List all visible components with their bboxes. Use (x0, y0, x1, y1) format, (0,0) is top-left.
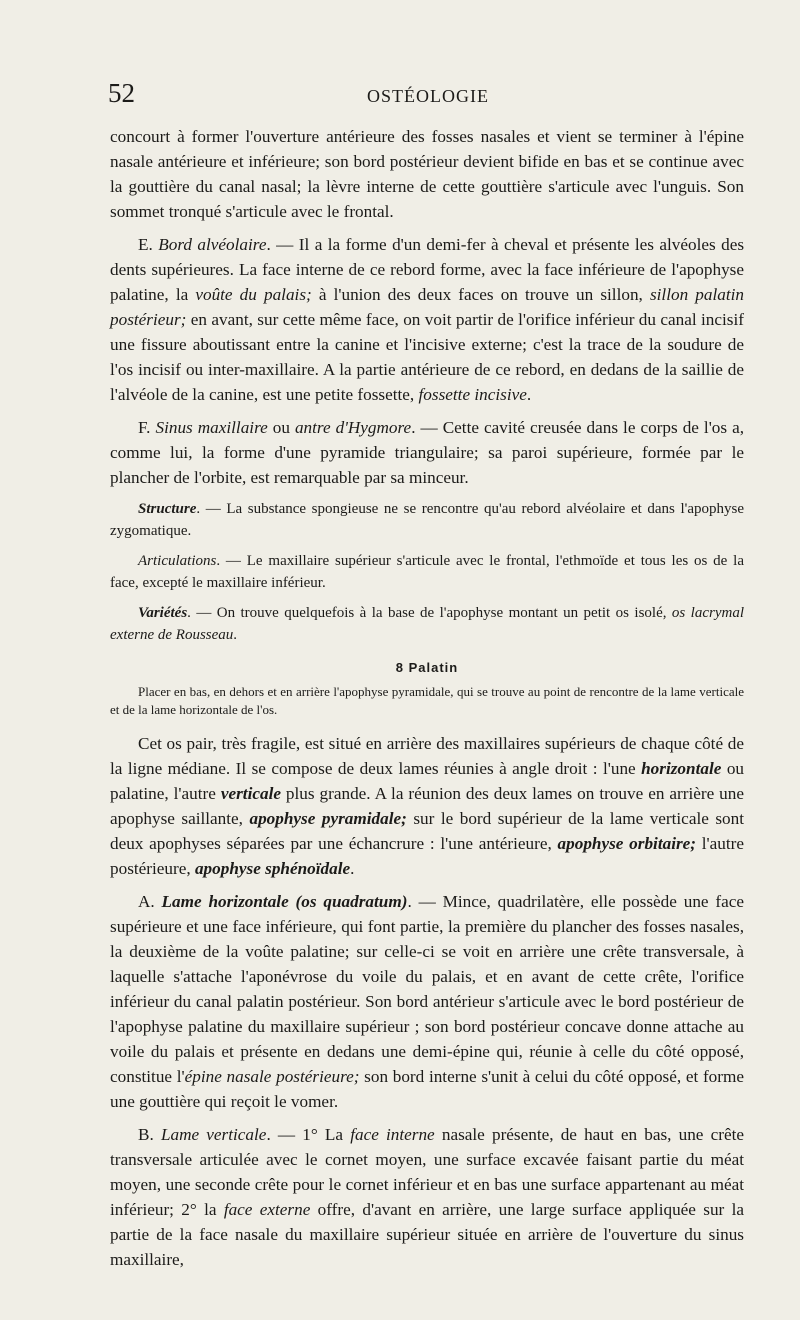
paragraph-articulations: Articulations. — Le maxillaire supérieur s'articule avec le frontal, l'ethmoïde et tous les os de la face, excepté le maxillaire inférieur. (110, 553, 744, 591)
term-bord-alveolaire: Bord alvéolaire (158, 235, 267, 254)
term-articulations: Articulations (138, 553, 217, 569)
paragraph-sinus-maxillaire: F. Sinus maxillaire ou antre d'Hygmore. — Cette cavité creusée dans le corps de l'os a, comme lui, la forme d'une pyramide triangulaire; sa paroi supérieure, formée par le plancher de l'orbite, est remarquable par sa minceur. (110, 418, 745, 487)
term-structure: Structure (138, 501, 197, 517)
page-number: 52 (108, 78, 135, 108)
page-header (108, 78, 748, 110)
paragraph-varietes: Variétés. — On trouve quelquefois à la base de l'apophyse montant un petit os isolé, os lacrymal externe de Rousseau. (110, 605, 744, 643)
paragraph-lame-horizontale: A. Lame horizontale (os quadratum). — Mince, quadrilatère, elle possède une face supérieure et une face inférieure, qui font partie, la première du plancher des fosses nasales, la deuxième de la voûte palatine; sur celle-ci se voit en arrière une crête transversale, à laquelle s'attache l'aponévrose du voile du palais, et en avant de cette crête, l'orifice inférieur du canal palatin postérieur. Son bord antérieur s'articule avec le bord postérieur de l'apophyse palatine du maxillaire supérieur ; son bord postérieur concave donne attache au voile du palais et présente en dedans une demi-épine qui, réunie à celle du côté opposé, constitue l'épine nasale postérieure; son bord interne s'unit à celui du côté opposé, et forme une gouttière qui reçoit le vomer. (110, 892, 744, 1111)
section-title-palatin: 8 Palatin (395, 660, 459, 675)
paragraph-continuation: concourt à former l'ouverture antérieure des fosses nasales et vient se terminer à l'épine nasale antérieure et inférieure; son bord postérieur devient bifide en bas et se continue avec la gouttière du canal nasal; la lèvre interne de cette gouttière s'articule avec l'unguis. Son sommet tronqué s'articule avec le frontal. (110, 127, 744, 221)
paragraph-bord-alveolaire: E. Bord alvéolaire. — Il a la forme d'un demi-fer à cheval et présente les alvéoles des dents supérieures. La face interne de ce rebord forme, avec la face inférieure de l'apophyse palatine, la voûte du palais; à l'union des deux faces on trouve un sillon, sillon palatin postérieur; en avant, sur cette même face, on voit partir de l'orifice inférieur du canal incisif une fissure aboutissant entre la canine et l'incisive externe; c'est la trace de la soudure de l'os incisif ou inter-maxillaire. A la partie antérieure de ce rebord, en dedans de la saillie de l'alvéole de la canine, est une petite fossette, fossette incisive. (110, 235, 745, 404)
page-body (110, 124, 744, 1272)
term-lame-horizontale: Lame horizontale (os quadratum) (161, 892, 408, 911)
term-varietes: Variétés (138, 605, 188, 621)
paragraph-palatin-intro: Cet os pair, très fragile, est situé en arrière des maxillaires supérieurs de chaque côté de la ligne médiane. Il se compose de deux lames réunies à angle droit : l'une horizontale ou palatine, l'autre verticale plus grande. A la réunion des deux lames on trouve en arrière une apophyse saillante, apophyse pyramidale; sur le bord supérieur de la lame verticale sont deux apophyses séparées par une échancrure : l'une antérieure, apophyse orbitaire; l'autre postérieure, apophyse sphénoïdale. (110, 734, 744, 878)
running-title: OSTÉOLOGIE (367, 86, 489, 106)
term-sinus-maxillaire: Sinus maxillaire (155, 418, 268, 437)
paragraph-lame-verticale: B. Lame verticale. — 1° La face interne nasale présente, de haut en bas, une crête transversale articulée avec le cornet moyen, une surface excavée faisant partie du méat moyen, une seconde crête pour le cornet inférieur et en bas une surface appartenant au méat inférieur; 2° la face externe offre, d'avant en arrière, une large surface appliquée sur la partie de la face nasale du maxillaire supérieur située en arrière de l'ouverture du sinus maxillaire, (110, 1125, 744, 1269)
placement-note: Placer en bas, en dehors et en arrière l'apophyse pyramidale, qui se trouve au point de rencontre de la lame verticale et de la lame horizontale de l'os. (110, 684, 744, 717)
term-lame-verticale: Lame verticale (160, 1125, 267, 1144)
paragraph-structure: Structure. — La substance spongieuse ne se rencontre qu'au rebord alvéolaire et dans l'apophyse zygomatique. (110, 501, 744, 539)
